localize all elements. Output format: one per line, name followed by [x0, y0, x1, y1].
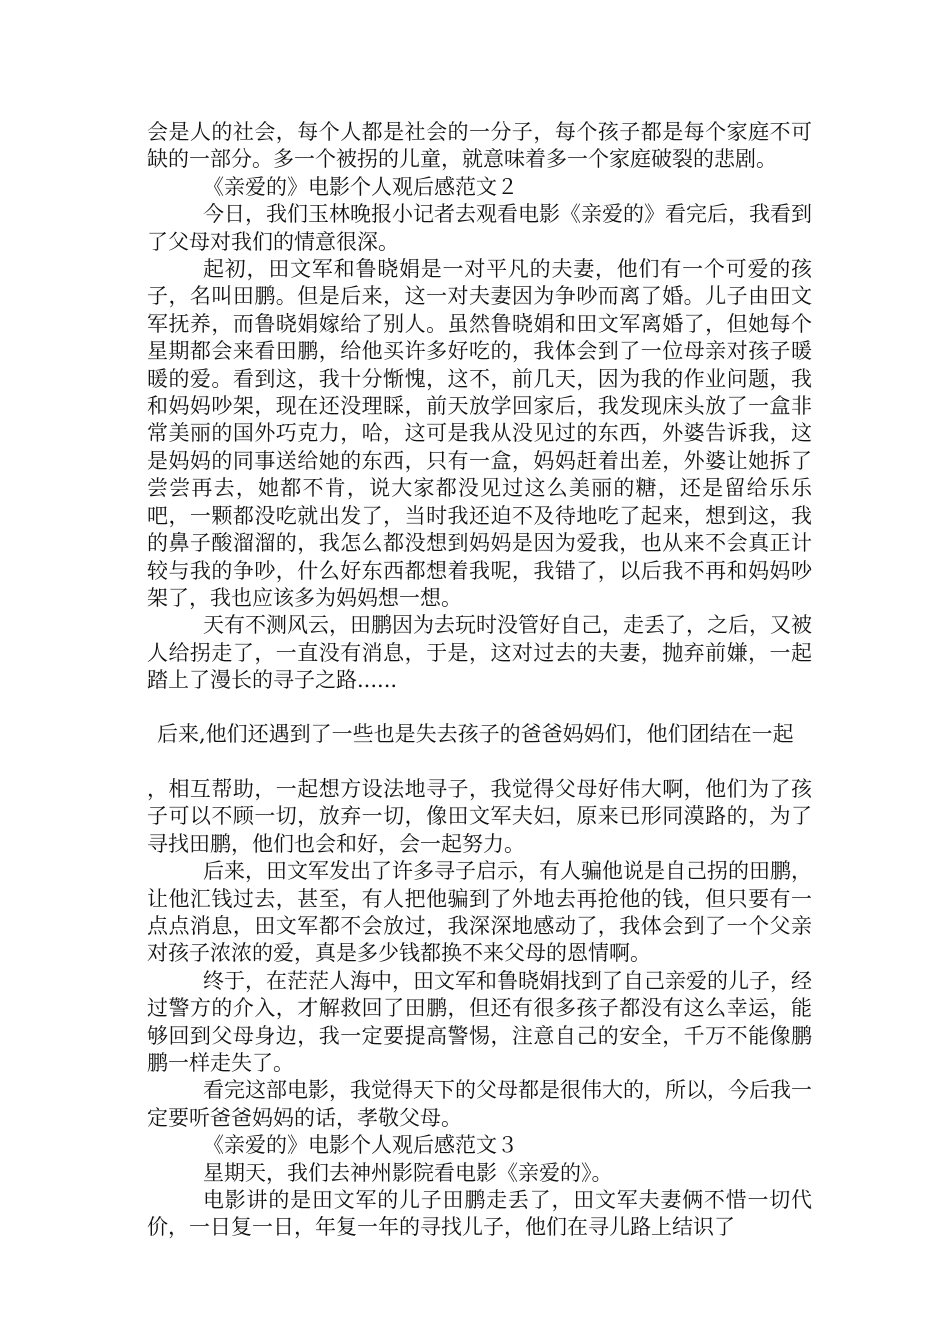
paragraph: 电影讲的是田文军的儿子田鹏走丢了，田文军夫妻俩不惜一切代价，一日复一日，年复一年的寻找儿子，他们在寻儿路上结识了: [147, 1188, 812, 1240]
paragraph: 后来，田文军发出了许多寻子启示，有人骗他说是自己拐的田鹏，让他汇钱过去，甚至，有人把他骗到了外地去再抢他的钱，但只要有一点点消息，田文军都不会放过，我深深地感动了，我体会到了一个父亲对孩子浓浓的爱，真是多少钱都换不来父母的恩情啊。: [147, 859, 812, 966]
paragraph: 星期天，我们去神州影院看电影《亲爱的》。: [203, 1160, 613, 1185]
paragraph: 终于，在茫茫人海中，田文军和鲁晓娟找到了自己亲爱的儿子，经过警方的介入，才解救回了田鹏，但还有很多孩子都没有这么幸运，能够回到父母身边，我一定要提高警惕，注意自己的安全，千万不能像鹏鹏一样走失了。: [147, 968, 812, 1075]
paragraph-continuation: ，相互帮助，一起想方设法地寻子，我觉得父母好伟大啊，他们为了孩子可以不顾一切，放弃一切，像田文军夫妇，原来已形同漠路的，为了寻找田鹏，他们也会和好，会一起努力。: [147, 776, 812, 856]
paragraph-opening: 会是人的社会，每个人都是社会的一分子，每个孩子都是每个家庭不可缺的一部分。多一个被拐的儿童，就意味着多一个家庭破裂的悲剧。: [147, 120, 812, 172]
paragraph: 今日，我们玉林晚报小记者去观看电影《亲爱的》看完后，我看到了父母对我们的情意很深。: [147, 202, 812, 254]
paragraph: 起初，田文军和鲁晓娟是一对平凡的夫妻，他们有一个可爱的孩子，名叫田鹏。但是后来，这一对夫妻因为争吵而离了婚。儿子由田文军抚养，而鲁晓娟嫁给了别人。虽然鲁晓娟和田文军离婚了，但她每个星期都会来看田鹏，给他买许多好吃的，我体会到了一位母亲对孩子暖暖的爱。看到这，我十分惭愧，这不，前几天，因为我的作业问题，我和妈妈吵架，现在还没理睬，前天放学回家后，我发现床头放了一盒非常美丽的国外巧克力，哈，这可是我从没见过的东西，外婆告诉我，这是妈妈的同事送给她的东西，只有一盒，妈妈赶着出差，外婆让她拆了尝尝再去，她都不肯，说大家都没见过这么美丽的糖，还是留给乐乐吧，一颗都没吃就出发了，当时我还迫不及待地吃了起来，想到这，我的鼻子酸溜溜的，我怎么都没想到妈妈是因为爱我，也从来不会真正计较与我的争吵，什么好东西都想着我呢，我错了，以后我不再和妈妈吵架了，我也应该多为妈妈想一想。: [147, 257, 812, 610]
paragraph-standalone: 后来,他们还遇到了一些也是失去孩子的爸爸妈妈们，他们团结在一起: [157, 721, 794, 746]
section-heading-3: 《亲爱的》电影个人观后感范文３: [203, 1133, 518, 1158]
paragraph: 天有不测风云，田鹏因为去玩时没管好自己，走丢了，之后，又被人给拐走了，一直没有消息，于是，这对过去的夫妻，抛弃前嫌，一起踏上了漫长的寻子之路......: [147, 613, 812, 693]
paragraph: 看完这部电影，我觉得天下的父母都是很伟大的，所以，今后我一定要听爸爸妈妈的话，孝敬父母。: [147, 1078, 812, 1130]
document-page: [147, 119, 812, 1242]
section-heading-2: 《亲爱的》电影个人观后感范文２: [203, 174, 518, 199]
